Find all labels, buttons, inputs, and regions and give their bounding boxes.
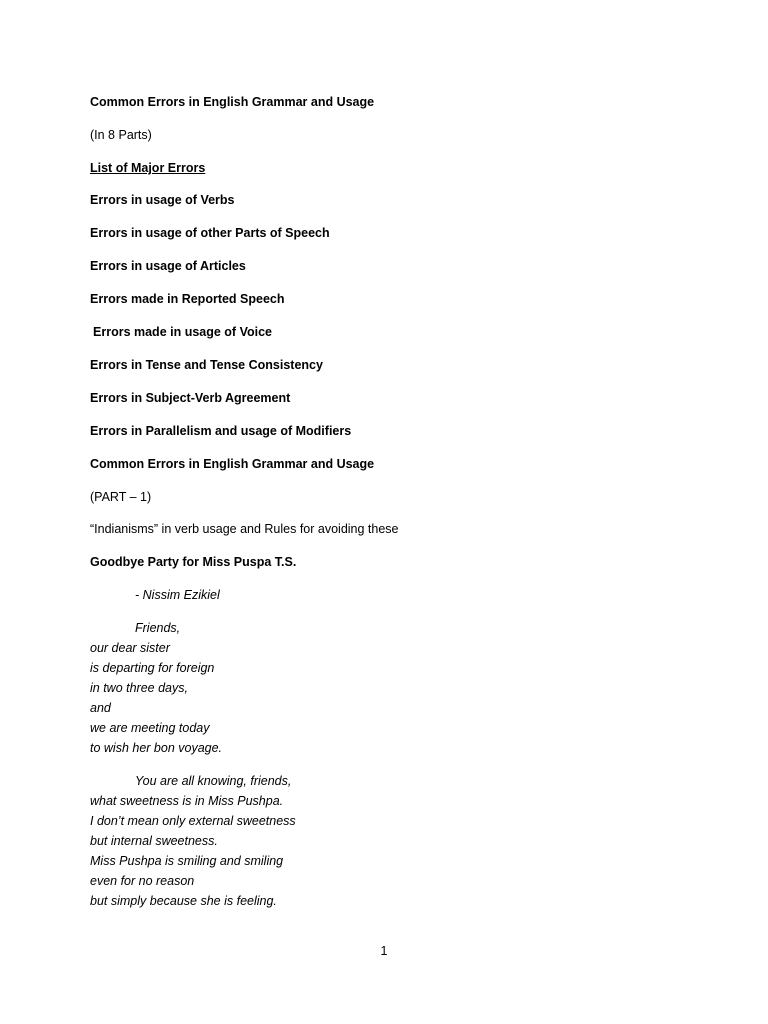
page-number: 1 [380, 944, 388, 958]
poem-line: but internal sweetness. [90, 834, 218, 848]
error-list-item: Errors in usage of other Parts of Speech [90, 226, 330, 240]
poem-line: You are all knowing, friends, [135, 774, 292, 788]
poem-line: in two three days, [90, 681, 188, 695]
poem-line: our dear sister [90, 641, 170, 655]
error-list-item: Errors made in usage of Voice [93, 325, 272, 339]
part-subtitle: “Indianisms” in verb usage and Rules for avoiding these [90, 522, 399, 536]
poem-line: and [90, 701, 111, 715]
poem-title: Goodbye Party for Miss Puspa T.S. [90, 555, 297, 569]
poem-line: I don’t mean only external sweetness [90, 814, 296, 828]
error-list-item: Errors in Tense and Tense Consistency [90, 358, 323, 372]
poem-line: even for no reason [90, 874, 195, 888]
error-list-item: Errors in usage of Verbs [90, 193, 235, 207]
parts-note: (In 8 Parts) [90, 128, 152, 142]
error-list-item: Errors in Parallelism and usage of Modifiers [90, 424, 352, 438]
document-title: Common Errors in English Grammar and Usage [90, 95, 375, 109]
poem-line: but simply because she is feeling. [90, 894, 277, 908]
error-list-item: Errors made in Reported Speech [90, 292, 285, 306]
part-label: (PART – 1) [90, 490, 152, 504]
list-heading: List of Major Errors [90, 161, 206, 175]
poem-line: Miss Pushpa is smiling and smiling [90, 854, 284, 868]
poem-line: we are meeting today [90, 721, 210, 735]
error-list-item: Errors in usage of Articles [90, 259, 246, 273]
section-title: Common Errors in English Grammar and Usage [90, 457, 375, 471]
poem-author: - Nissim Ezikiel [135, 588, 220, 602]
poem-line: what sweetness is in Miss Pushpa. [90, 794, 284, 808]
poem-line: to wish her bon voyage. [90, 741, 223, 755]
error-list-item: Errors in Subject-Verb Agreement [90, 391, 291, 405]
poem-line: Friends, [135, 621, 181, 635]
poem-line: is departing for foreign [90, 661, 215, 675]
